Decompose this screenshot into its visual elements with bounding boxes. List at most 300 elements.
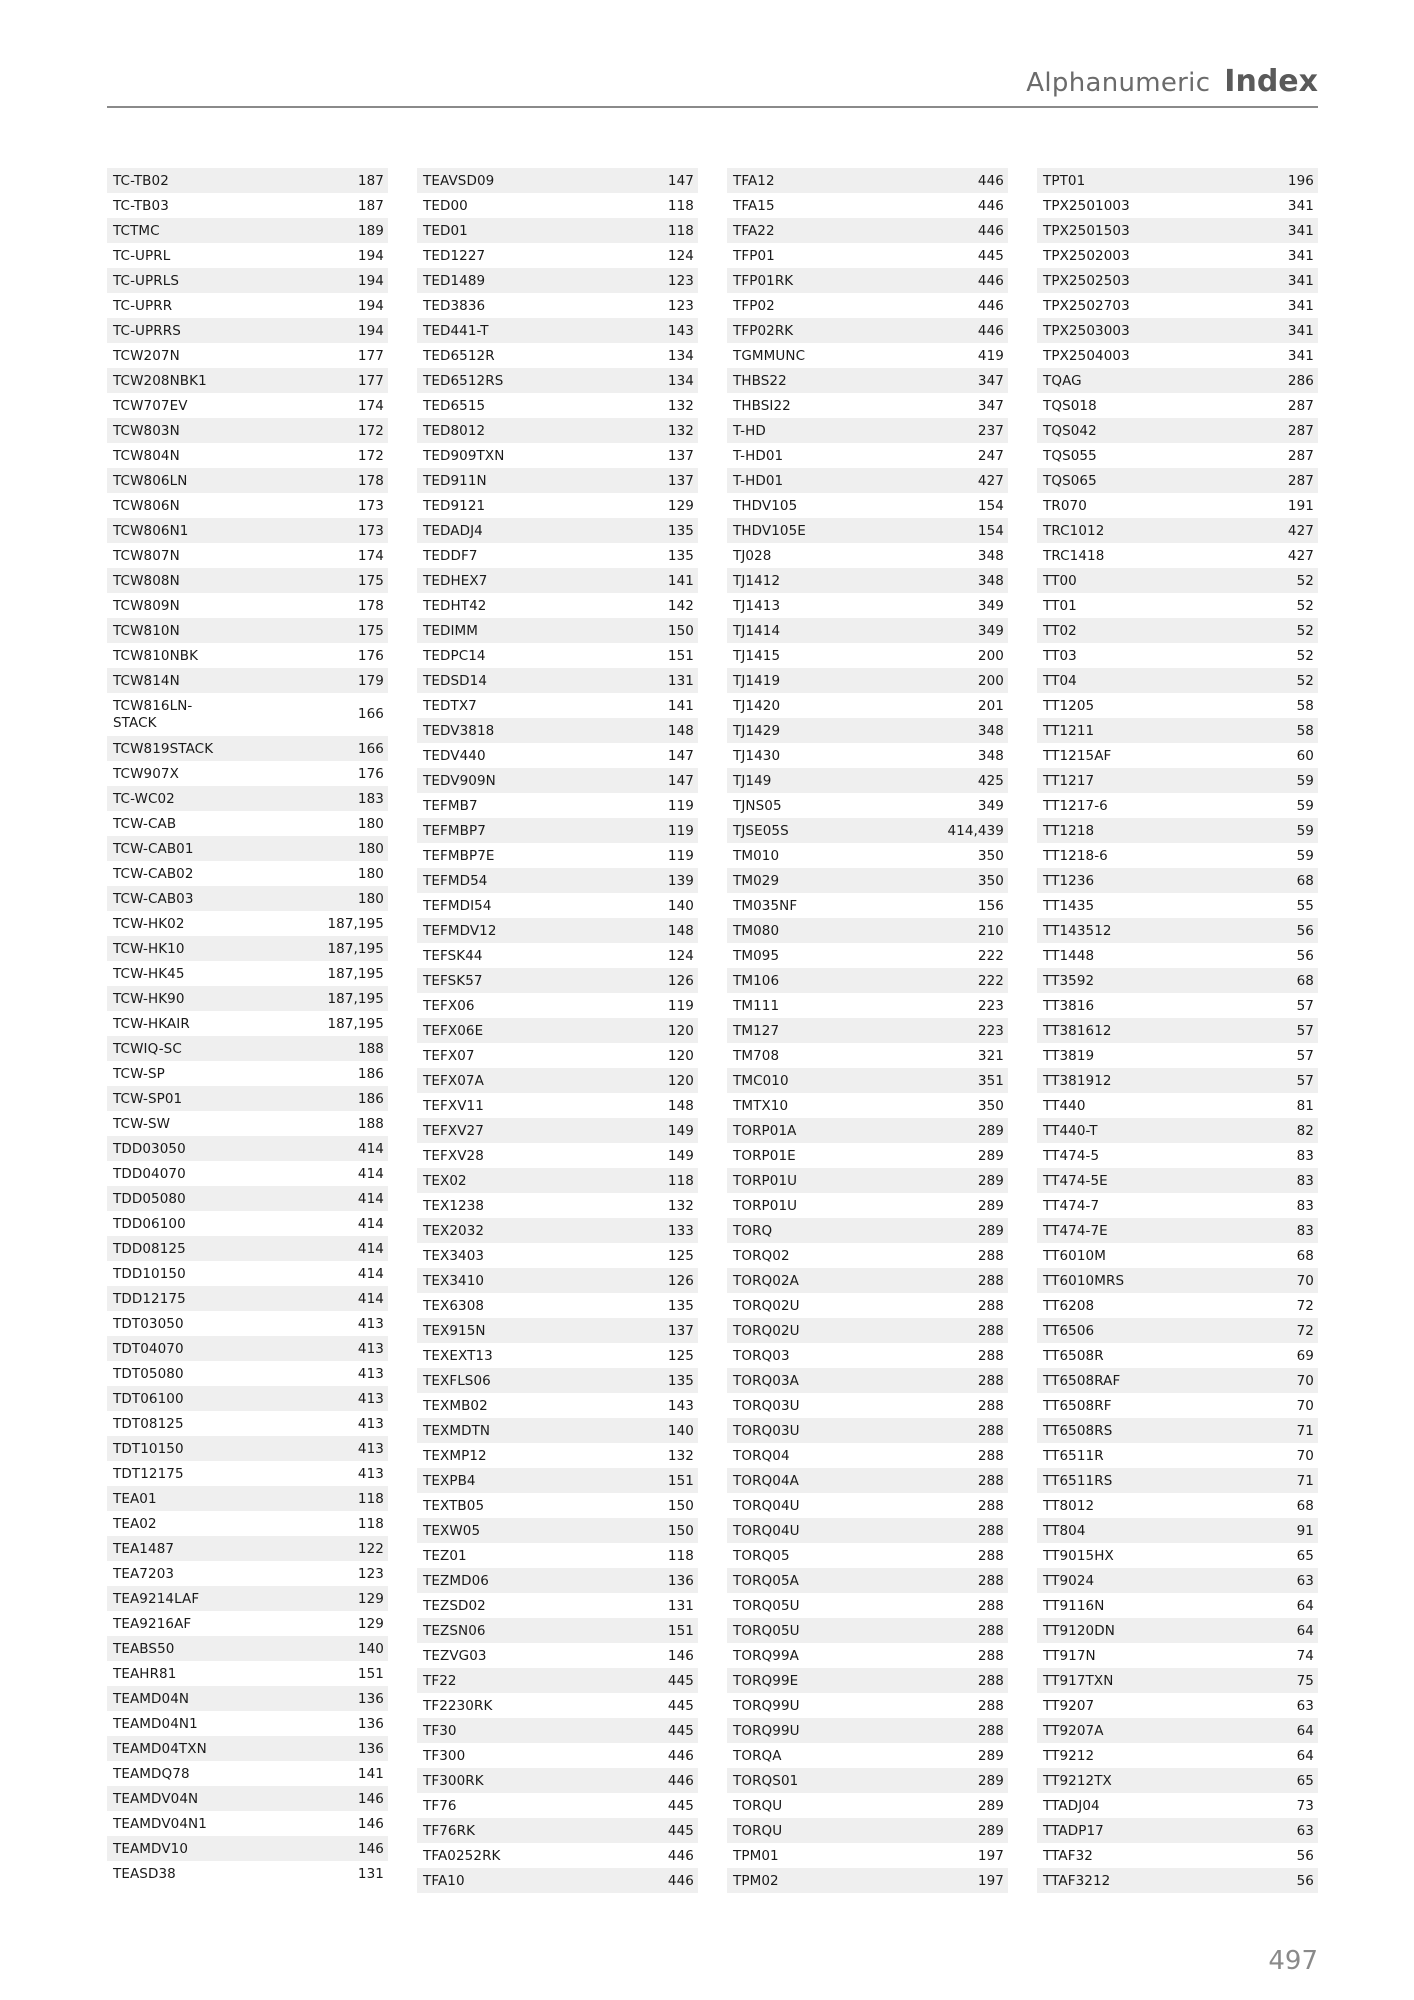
entry-page: 177 — [357, 372, 384, 389]
entry-code: TDD04070 — [113, 1165, 186, 1182]
entry-code: TCW814N — [113, 672, 180, 689]
entry-code: TT474-5E — [1043, 1172, 1108, 1189]
entry-page: 446 — [977, 197, 1004, 214]
entry-code: TED9121 — [423, 497, 486, 514]
entry-code: TT6010MRS — [1043, 1272, 1125, 1289]
entry-page: 445 — [667, 1672, 694, 1689]
index-entry — [727, 793, 1008, 818]
entry-code: TT9116N — [1043, 1597, 1105, 1614]
entry-code: TQS018 — [1043, 397, 1097, 414]
entry-page: 341 — [1287, 272, 1314, 289]
index-entry — [107, 1336, 388, 1361]
entry-code: TT1218 — [1043, 822, 1095, 839]
index-entry — [1037, 643, 1318, 668]
index-entry — [1037, 318, 1318, 343]
entry-code: TCW907X — [113, 765, 179, 782]
index-entry — [417, 1493, 698, 1518]
header-section-label: Alphanumeric — [1026, 68, 1211, 98]
entry-code: TT6506 — [1043, 1322, 1095, 1339]
entry-page: 119 — [667, 822, 694, 839]
index-entry — [417, 593, 698, 618]
entry-code: T-HD01 — [733, 447, 784, 464]
index-entry — [1037, 1618, 1318, 1643]
entry-page: 83 — [1296, 1197, 1314, 1214]
entry-page: 72 — [1296, 1322, 1314, 1339]
entry-code: TORQ02A — [733, 1272, 799, 1289]
entry-code: TEX915N — [423, 1322, 486, 1339]
entry-code: TJ1415 — [733, 647, 781, 664]
index-entry — [107, 1286, 388, 1311]
entry-code: TJSE05S — [733, 822, 789, 839]
entry-code: TEFMDV12 — [423, 922, 497, 939]
entry-page: 186 — [357, 1065, 384, 1082]
entry-page: 341 — [1287, 247, 1314, 264]
index-entry — [107, 1636, 388, 1661]
entry-code: TF22 — [423, 1672, 457, 1689]
entry-page: 140 — [667, 1422, 694, 1439]
entry-page: 83 — [1296, 1172, 1314, 1189]
entry-page: 154 — [977, 497, 1004, 514]
entry-code: TEZSN06 — [423, 1622, 486, 1639]
entry-page: 446 — [667, 1772, 694, 1789]
entry-code: TORQ99U — [733, 1722, 800, 1739]
entry-code: TCW-CAB01 — [113, 840, 194, 857]
entry-page: 351 — [977, 1072, 1004, 1089]
entry-code: TT6508RF — [1043, 1397, 1112, 1414]
entry-page: 148 — [667, 1097, 694, 1114]
index-entry — [107, 1211, 388, 1236]
entry-page: 222 — [977, 972, 1004, 989]
index-entry — [1037, 1518, 1318, 1543]
entry-page: 151 — [667, 1622, 694, 1639]
index-entry — [107, 343, 388, 368]
entry-page: 288 — [977, 1697, 1004, 1714]
entry-code: TORQ — [733, 1222, 773, 1239]
index-entry — [417, 618, 698, 643]
index-entry — [417, 1343, 698, 1368]
entry-page: 141 — [667, 572, 694, 589]
entry-page: 150 — [667, 1522, 694, 1539]
entry-page: 350 — [977, 872, 1004, 889]
entry-page: 427 — [977, 472, 1004, 489]
index-entry — [1037, 1243, 1318, 1268]
entry-page: 118 — [357, 1515, 384, 1532]
entry-code: TRC1418 — [1043, 547, 1105, 564]
entry-page: 148 — [667, 722, 694, 739]
entry-page: 200 — [977, 647, 1004, 664]
index-entry — [107, 1786, 388, 1811]
entry-code: TPX2502003 — [1043, 247, 1130, 264]
entry-code: TFP02RK — [733, 322, 794, 339]
entry-page: 123 — [357, 1565, 384, 1582]
entry-code: TORQ03U — [733, 1397, 800, 1414]
entry-page: 288 — [977, 1422, 1004, 1439]
index-entry — [107, 1586, 388, 1611]
entry-page: 151 — [667, 1472, 694, 1489]
entry-code: TEDIMM — [423, 622, 479, 639]
entry-code: TEA9214LAF — [113, 1590, 200, 1607]
index-entry — [1037, 1343, 1318, 1368]
entry-code: TEXW05 — [423, 1522, 481, 1539]
entry-code: THDV105 — [733, 497, 798, 514]
entry-code: TORQ05 — [733, 1547, 790, 1564]
index-entry — [107, 668, 388, 693]
entry-page: 122 — [357, 1540, 384, 1557]
entry-page: 289 — [977, 1147, 1004, 1164]
index-entry — [1037, 443, 1318, 468]
entry-code: TEDV3818 — [423, 722, 495, 739]
entry-page: 445 — [977, 247, 1004, 264]
index-entry — [1037, 393, 1318, 418]
entry-page: 176 — [357, 765, 384, 782]
entry-page: 288 — [977, 1322, 1004, 1339]
index-entry — [1037, 768, 1318, 793]
entry-code: TCW803N — [113, 422, 180, 439]
entry-code: TORQ05U — [733, 1622, 800, 1639]
index-entry — [417, 943, 698, 968]
index-entry — [727, 1818, 1008, 1843]
index-entry — [727, 1043, 1008, 1068]
entry-page: 341 — [1287, 197, 1314, 214]
entry-code: TEDDF7 — [423, 547, 478, 564]
index-entry — [107, 1661, 388, 1686]
index-entry — [727, 1543, 1008, 1568]
entry-code: TFP01 — [733, 247, 775, 264]
entry-page: 68 — [1296, 972, 1314, 989]
index-entry — [107, 393, 388, 418]
index-entry — [727, 1668, 1008, 1693]
entry-page: 341 — [1287, 322, 1314, 339]
entry-code: TORQ03A — [733, 1372, 799, 1389]
entry-code: TCW806LN — [113, 472, 188, 489]
entry-page: 187,195 — [327, 1015, 384, 1032]
index-entry — [417, 893, 698, 918]
entry-page: 187,195 — [327, 915, 384, 932]
entry-page: 446 — [977, 172, 1004, 189]
entry-page: 414 — [357, 1240, 384, 1257]
entry-page: 413 — [357, 1340, 384, 1357]
index-entry — [417, 1793, 698, 1818]
entry-page: 129 — [667, 497, 694, 514]
entry-page: 136 — [357, 1690, 384, 1707]
entry-code: TC-UPRRS — [113, 322, 181, 339]
index-entry — [727, 1393, 1008, 1418]
entry-page: 60 — [1296, 747, 1314, 764]
index-entry — [1037, 418, 1318, 443]
entry-page: 223 — [977, 997, 1004, 1014]
entry-page: 133 — [667, 1222, 694, 1239]
index-entry — [727, 1343, 1008, 1368]
entry-code: TFA15 — [733, 197, 775, 214]
index-entry — [1037, 243, 1318, 268]
index-entry — [727, 1368, 1008, 1393]
entry-code: T-HD — [733, 422, 766, 439]
index-entry — [1037, 718, 1318, 743]
entry-page: 147 — [667, 772, 694, 789]
index-entry — [727, 1318, 1008, 1343]
entry-code: TCW-CAB03 — [113, 890, 194, 907]
index-entry — [1037, 1543, 1318, 1568]
index-entry — [417, 1168, 698, 1193]
index-entry — [417, 1543, 698, 1568]
index-entry — [727, 1418, 1008, 1443]
index-entry — [107, 836, 388, 861]
entry-code: TFP01RK — [733, 272, 794, 289]
index-entry — [417, 1118, 698, 1143]
entry-code: TEDHEX7 — [423, 572, 488, 589]
entry-code: TT6511RS — [1043, 1472, 1113, 1489]
index-entry — [727, 718, 1008, 743]
entry-code: TORQ04 — [733, 1447, 790, 1464]
index-entry — [107, 911, 388, 936]
entry-page: 180 — [357, 865, 384, 882]
entry-code: TEDV440 — [423, 747, 486, 764]
entry-page: 289 — [977, 1797, 1004, 1814]
entry-code: TEDPC14 — [423, 647, 486, 664]
index-entry — [417, 168, 698, 193]
index-entry — [1037, 1068, 1318, 1093]
entry-code: TQAG — [1043, 372, 1082, 389]
index-entry — [727, 543, 1008, 568]
index-entry — [417, 1268, 698, 1293]
entry-code: TCWIQ-SC — [113, 1040, 182, 1057]
entry-page: 321 — [977, 1047, 1004, 1064]
entry-page: 288 — [977, 1397, 1004, 1414]
index-entry — [1037, 193, 1318, 218]
index-entry — [727, 1118, 1008, 1143]
index-entry — [417, 1368, 698, 1393]
entry-page: 347 — [977, 372, 1004, 389]
page-header — [1026, 64, 1318, 99]
entry-page: 150 — [667, 622, 694, 639]
index-entry — [727, 1518, 1008, 1543]
index-entry — [1037, 1818, 1318, 1843]
entry-code: TC-UPRR — [113, 297, 173, 314]
index-entry — [1037, 1268, 1318, 1293]
index-entry — [727, 368, 1008, 393]
entry-page: 174 — [357, 547, 384, 564]
index-entry — [417, 1418, 698, 1443]
entry-page: 187,195 — [327, 940, 384, 957]
entry-code: TEFX07A — [423, 1072, 484, 1089]
index-entry — [727, 818, 1008, 843]
entry-code: TEDSD14 — [423, 672, 488, 689]
entry-page: 64 — [1296, 1622, 1314, 1639]
index-entry — [727, 343, 1008, 368]
entry-page: 63 — [1296, 1572, 1314, 1589]
entry-page: 136 — [357, 1740, 384, 1757]
entry-page: 414 — [357, 1165, 384, 1182]
entry-code: TFA12 — [733, 172, 775, 189]
index-entry — [727, 1093, 1008, 1118]
entry-code: TT1217-6 — [1043, 797, 1108, 814]
index-entry — [107, 568, 388, 593]
entry-code: TEX3410 — [423, 1272, 485, 1289]
entry-page: 173 — [357, 497, 384, 514]
entry-page: 132 — [667, 422, 694, 439]
entry-code: TCW-SP — [113, 1065, 165, 1082]
entry-page: 188 — [357, 1115, 384, 1132]
entry-code: TDD12175 — [113, 1290, 186, 1307]
entry-code: TT3819 — [1043, 1047, 1095, 1064]
entry-code: TEASD38 — [113, 1865, 176, 1882]
entry-page: 52 — [1296, 647, 1314, 664]
entry-page: 134 — [667, 372, 694, 389]
index-entry — [417, 1018, 698, 1043]
index-entry — [107, 1736, 388, 1761]
entry-page: 65 — [1296, 1547, 1314, 1564]
entry-code: TPX2502703 — [1043, 297, 1130, 314]
entry-page: 136 — [357, 1715, 384, 1732]
index-entry — [1037, 293, 1318, 318]
entry-code: THBS22 — [733, 372, 787, 389]
index-entry — [107, 1111, 388, 1136]
entry-page: 124 — [667, 947, 694, 964]
entry-page: 136 — [667, 1572, 694, 1589]
entry-page: 446 — [667, 1847, 694, 1864]
index-entry — [417, 1243, 698, 1268]
entry-page: 194 — [357, 272, 384, 289]
index-entry — [727, 618, 1008, 643]
entry-code: TEX6308 — [423, 1297, 485, 1314]
index-entry — [417, 218, 698, 243]
entry-code: TFP02 — [733, 297, 775, 314]
entry-page: 125 — [667, 1347, 694, 1364]
entry-code: TCW808N — [113, 572, 180, 589]
entry-code: TDT12175 — [113, 1465, 184, 1482]
index-entry — [417, 318, 698, 343]
entry-code: TT9207 — [1043, 1697, 1095, 1714]
index-entry — [727, 268, 1008, 293]
entry-code: TCW-HK10 — [113, 940, 185, 957]
header-divider — [107, 106, 1318, 108]
entry-code: TT1236 — [1043, 872, 1095, 889]
entry-page: 414 — [357, 1215, 384, 1232]
entry-page: 349 — [977, 797, 1004, 814]
entry-code: TED8012 — [423, 422, 486, 439]
entry-code: TEZMD06 — [423, 1572, 489, 1589]
index-entry — [107, 1461, 388, 1486]
entry-page: 63 — [1296, 1697, 1314, 1714]
entry-page: 414 — [357, 1190, 384, 1207]
entry-page: 178 — [357, 597, 384, 614]
entry-code: TEFMBP7 — [423, 822, 486, 839]
entry-code: TEFMB7 — [423, 797, 478, 814]
entry-code: TEX3403 — [423, 1247, 485, 1264]
entry-code: TEFXV11 — [423, 1097, 484, 1114]
entry-page: 68 — [1296, 872, 1314, 889]
index-entry — [727, 918, 1008, 943]
entry-page: 175 — [357, 622, 384, 639]
entry-page: 148 — [667, 922, 694, 939]
entry-page: 64 — [1296, 1747, 1314, 1764]
entry-code: TEFXV28 — [423, 1147, 484, 1164]
index-entry — [107, 318, 388, 343]
entry-code: TORQ02U — [733, 1322, 800, 1339]
entry-code: TDT10150 — [113, 1440, 184, 1457]
entry-page: 71 — [1296, 1422, 1314, 1439]
index-entry — [107, 243, 388, 268]
index-entry — [727, 293, 1008, 318]
entry-code: TORP01U — [733, 1172, 798, 1189]
entry-page: 151 — [667, 647, 694, 664]
entry-code: TEAVSD09 — [423, 172, 495, 189]
entry-code: TEDTX7 — [423, 697, 477, 714]
index-entry — [1037, 668, 1318, 693]
entry-page: 413 — [357, 1390, 384, 1407]
index-entry — [1037, 1318, 1318, 1343]
index-entry — [107, 1511, 388, 1536]
entry-code: TORQ02U — [733, 1297, 800, 1314]
index-entry — [1037, 1443, 1318, 1468]
entry-page: 131 — [357, 1865, 384, 1882]
index-entry — [727, 1293, 1008, 1318]
index-entry — [107, 368, 388, 393]
index-entry — [107, 1236, 388, 1261]
entry-page: 288 — [977, 1372, 1004, 1389]
entry-page: 135 — [667, 522, 694, 539]
entry-page: 425 — [977, 772, 1004, 789]
entry-code: TEX1238 — [423, 1197, 485, 1214]
index-entry — [727, 643, 1008, 668]
index-entry — [727, 943, 1008, 968]
entry-page: 180 — [357, 840, 384, 857]
index-entry — [417, 1043, 698, 1068]
entry-code: TED00 — [423, 197, 468, 214]
entry-code: TEXPB4 — [423, 1472, 476, 1489]
entry-page: 445 — [667, 1822, 694, 1839]
entry-code: TCW-HK02 — [113, 915, 185, 932]
entry-page: 59 — [1296, 772, 1314, 789]
index-entry — [417, 1568, 698, 1593]
entry-page: 56 — [1296, 922, 1314, 939]
entry-page: 348 — [977, 547, 1004, 564]
index-entry — [107, 518, 388, 543]
index-entry — [1037, 1168, 1318, 1193]
index-entry — [107, 1061, 388, 1086]
index-entry — [417, 793, 698, 818]
entry-code: TPX2504003 — [1043, 347, 1130, 364]
entry-code: TM095 — [733, 947, 780, 964]
index-entry — [417, 343, 698, 368]
entry-code: TEAMD04TXN — [113, 1740, 207, 1757]
entry-page: 68 — [1296, 1247, 1314, 1264]
entry-page: 289 — [977, 1772, 1004, 1789]
entry-page: 288 — [977, 1622, 1004, 1639]
entry-code: TCW-CAB — [113, 815, 177, 832]
entry-page: 64 — [1296, 1597, 1314, 1614]
entry-page: 350 — [977, 847, 1004, 864]
entry-page: 126 — [667, 1272, 694, 1289]
index-entry — [417, 1193, 698, 1218]
index-entry — [417, 293, 698, 318]
entry-page: 52 — [1296, 672, 1314, 689]
index-entry — [727, 1593, 1008, 1618]
entry-page: 446 — [977, 272, 1004, 289]
entry-code: TT6208 — [1043, 1297, 1095, 1314]
entry-page: 201 — [977, 697, 1004, 714]
index-entry — [107, 1411, 388, 1436]
entry-page: 427 — [1287, 522, 1314, 539]
entry-code: TCW-SP01 — [113, 1090, 183, 1107]
entry-page: 187,195 — [327, 990, 384, 1007]
entry-page: 446 — [667, 1747, 694, 1764]
entry-page: 142 — [667, 597, 694, 614]
entry-code: TEZVG03 — [423, 1647, 487, 1664]
entry-code: TEFXV27 — [423, 1122, 484, 1139]
index-entry — [107, 168, 388, 193]
index-entry — [107, 643, 388, 668]
